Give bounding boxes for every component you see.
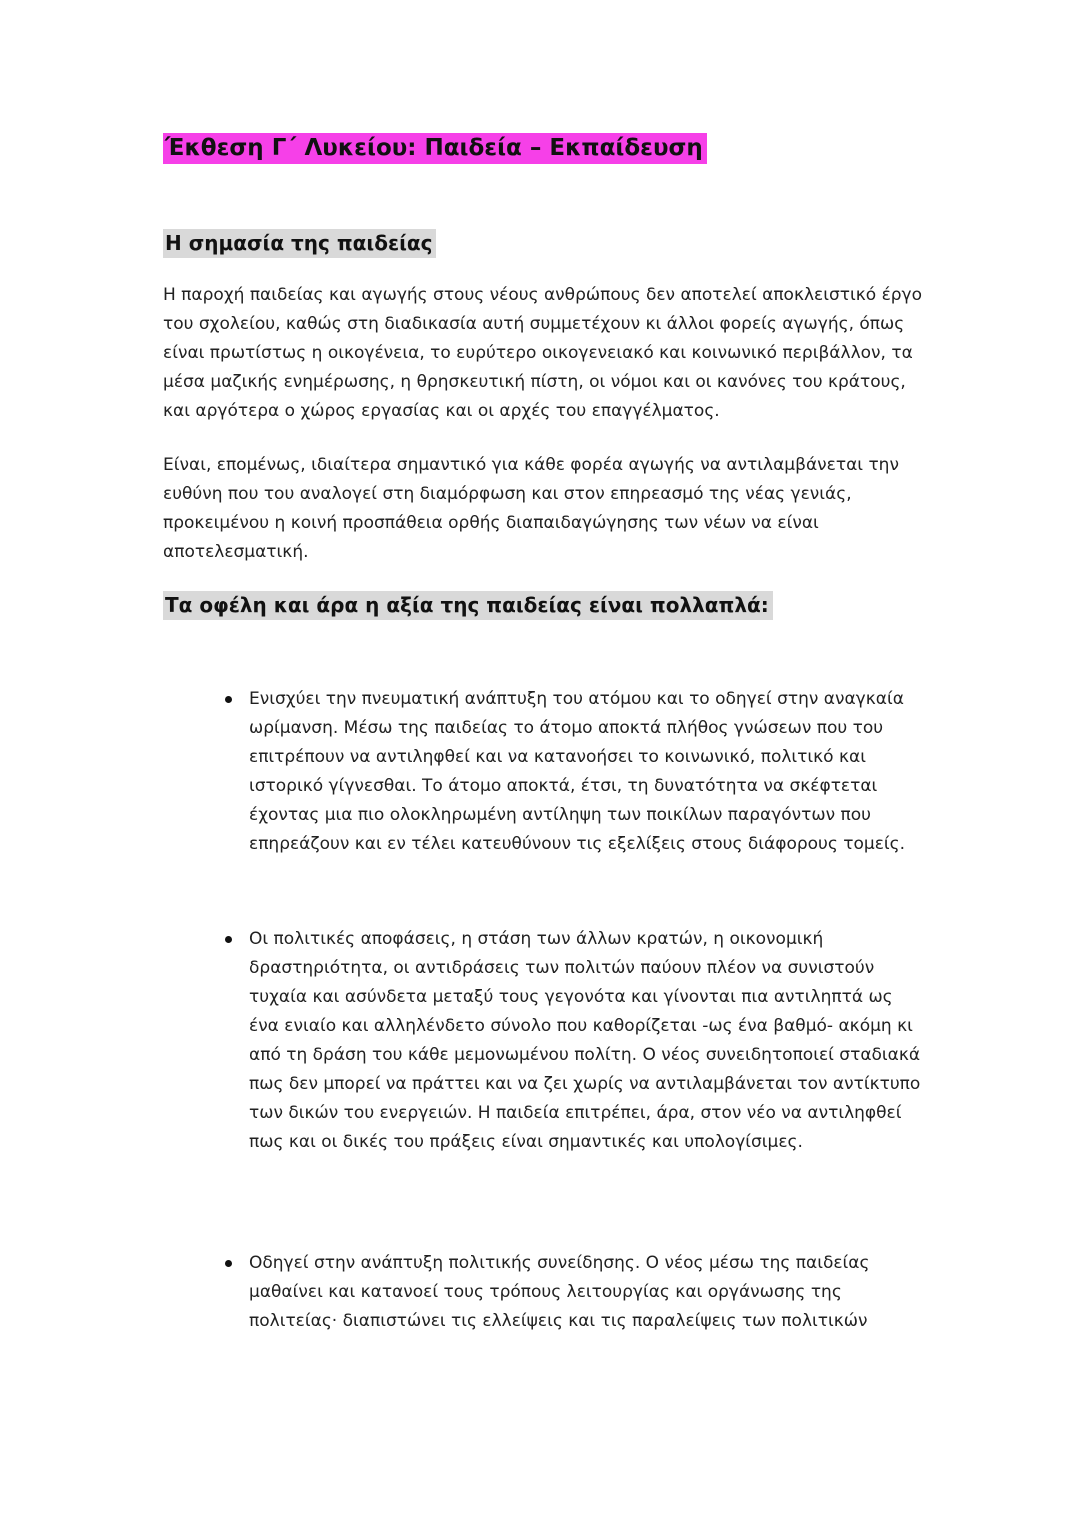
bullet-icon xyxy=(225,696,232,703)
list-item-benefit-1 xyxy=(225,685,922,859)
section-heading-importance xyxy=(163,230,922,257)
list-item-benefit-2 xyxy=(225,925,922,1157)
section-heading-importance-highlight: Η σημασία της παιδείας xyxy=(163,229,436,258)
paragraph-importance-1: Η παροχή παιδείας και αγωγής στους νέους ανθρώπους δεν αποτελεί αποκλειστικό έργο του σχολείου, καθώς στη διαδικασία αυτή συμμετέχουν κι άλλοι φορείς αγωγής, όπως είναι πρωτίστως η οικογένεια, το ευρύτερο οικογενειακό και κοινωνικό περιβάλλον, τα μέσα μαζικής ενημέρωσης, η θρησκευτική πίστη, οι νόμοι και οι κανόνες του κράτους, και αργότερα ο χώρος εργασίας και οι αρχές του επαγγέλματος. xyxy=(163,284,923,421)
document-title xyxy=(163,134,922,164)
list-item-text: Ενισχύει την πνευματική ανάπτυξη του ατόμου και το οδηγεί στην αναγκαία ωρίμανση. Μέσω της παιδείας το άτομο αποκτά πλήθος γνώσεων που του επιτρέπουν να αντιληφθεί και να κατανοήσει το κοινωνικό, πολιτικό και ιστορικό γίγνεσθαι. Το άτομο αποκτά, έτσι, τη δυνατότητα να σκέφτεται έχοντας μια πιο ολοκληρωμένη αντίληψη των ποικίλων παραγόντων που επηρεάζουν και εν τέλει κατευθύνουν τις εξελίξεις στους διάφορους τομείς. xyxy=(249,688,906,854)
list-item-text: Οδηγεί στην ανάπτυξη πολιτικής συνείδησης. Ο νέος μέσω της παιδείας μαθαίνει και κατανοεί τους τρόπους λειτουργίας και οργάνωσης της πολιτείας· διαπιστώνει τις ελλείψεις και τις παραλείψεις των πολιτικών xyxy=(249,1252,870,1331)
benefits-list xyxy=(163,685,922,1336)
document-title-highlight: Έκθεση Γ΄ Λυκείου: Παιδεία – Εκπαίδευση xyxy=(163,133,707,164)
bullet-icon xyxy=(225,1260,232,1267)
list-item-benefit-3 xyxy=(225,1249,922,1336)
list-item-text: Οι πολιτικές αποφάσεις, η στάση των άλλων κρατών, η οικονομική δραστηριότητα, οι αντιδράσεις των πολιτών παύουν πλέον να συνιστούν τυχαία και ασύνδετα μεταξύ τους γεγονότα και γίνονται πια αντιληπτά ως ένα ενιαίο και αλληλένδετο σύνολο που καθορίζεται -ως ένα βαθμό- ακόμη κι από τη δράση του κάθε μεμονωμένου πολίτη. Ο νέος συνειδητοποιεί σταδιακά πως δεν μπορεί να πράττει και να ζει χωρίς να αντιλαμβάνεται τον αντίκτυπο των δικών του ενεργειών. Η παιδεία επιτρέπει, άρα, στον νέο να αντιληφθεί πως και οι δικές του πράξεις είναι σημαντικές και υπολογίσιμες. xyxy=(249,928,921,1152)
paragraph-importance-2: Είναι, επομένως, ιδιαίτερα σημαντικό για κάθε φορέα αγωγής να αντιλαμβάνεται την ευθύνη που του αναλογεί στη διαμόρφωση και στον επηρεασμό της νέας γενιάς, προκειμένου η κοινή προσπάθεια ορθής διαπαιδαγώγησης των νέων να είναι αποτελεσματική. xyxy=(163,454,899,562)
bullet-icon xyxy=(225,936,232,943)
section-heading-benefits-highlight: Τα οφέλη και άρα η αξία της παιδείας είναι πολλαπλά: xyxy=(163,591,773,620)
section-heading-benefits xyxy=(163,592,922,619)
